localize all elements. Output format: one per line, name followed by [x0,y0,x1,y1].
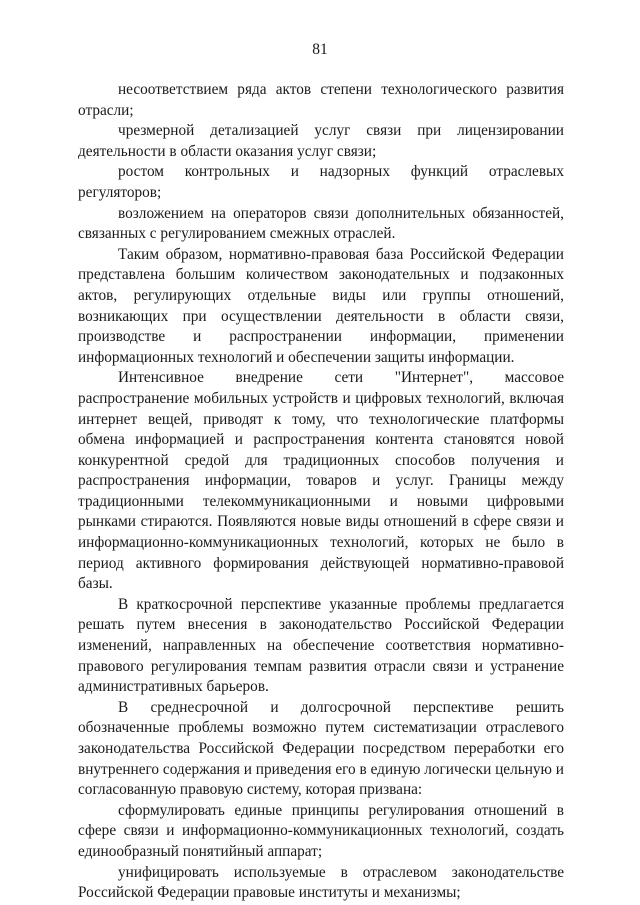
paragraph-short-term: В краткосрочной перспективе указанные проблемы предлагается решать путем внесения в законодательство Российской Федерации изменений, направленных на обеспечение соответствия нормативно-правового регулирования темпам развития отрасли связи и устранение административных барьеров. [78,595,564,696]
paragraph-internet: Интенсивное внедрение сети "Интернет", массовое распространение мобильных устройств и цифровых технологий, включая интернет вещей, приводят к тому, что технологические платформы обмена информацией и распространения контента становятся новой конкурентной средой для традиционных способов получения и распространения информации, товаров и услуг. Границы между традиционными телекоммуникационными и новыми цифровыми рынками стираются. Появляются новые виды отношений в сфере связи и информационно-коммуникационных технологий, которых не было в период активного формирования действующей нормативно-правовой базы. [78,369,564,593]
paragraph-item-2: чрезмерной детализацией услуг связи при лицензировании деятельности в области оказания услуг связи; [78,122,564,160]
paragraph-item-4: возложением на операторов связи дополнительных обязанностей, связанных с регулированием смежных отраслей. [78,204,564,243]
paragraph-long-term: В среднесрочной и долгосрочной перспективе решить обозначенные проблемы возможно путем систематизации отраслевого законодательства Российской Федерации посредством переработки его внутреннего содержания и приведения его в единую логически цельную и согласованную правовую систему, которая призвана: [78,698,564,799]
paragraph-legal-base: Таким образом, нормативно-правовая база Российской Федерации представлена большим количеством законодательных и подзаконных актов, регулирующих отдельные виды или группы отношений, возникающих при осуществлении деятельности в области связи, производстве и распространении информации, применении информационных технологий и обеспечении защиты информации. [78,245,564,366]
body-text [78,80,564,904]
paragraph-item-1: несоответствием ряда актов степени технологического развития отрасли; [78,81,564,119]
paragraph-goal-1: сформулировать единые принципы регулирования отношений в сфере связи и информационно-коммуникационных технологий, создать единообразный понятийный аппарат; [78,801,564,860]
page-number: 81 [312,41,328,58]
paragraph-item-3: ростом контрольных и надзорных функций отраслевых регуляторов; [78,163,564,201]
paragraph-goal-2: унифицировать используемые в отраслевом законодательстве Российской Федерации правовые институты и механизмы; [78,863,564,902]
